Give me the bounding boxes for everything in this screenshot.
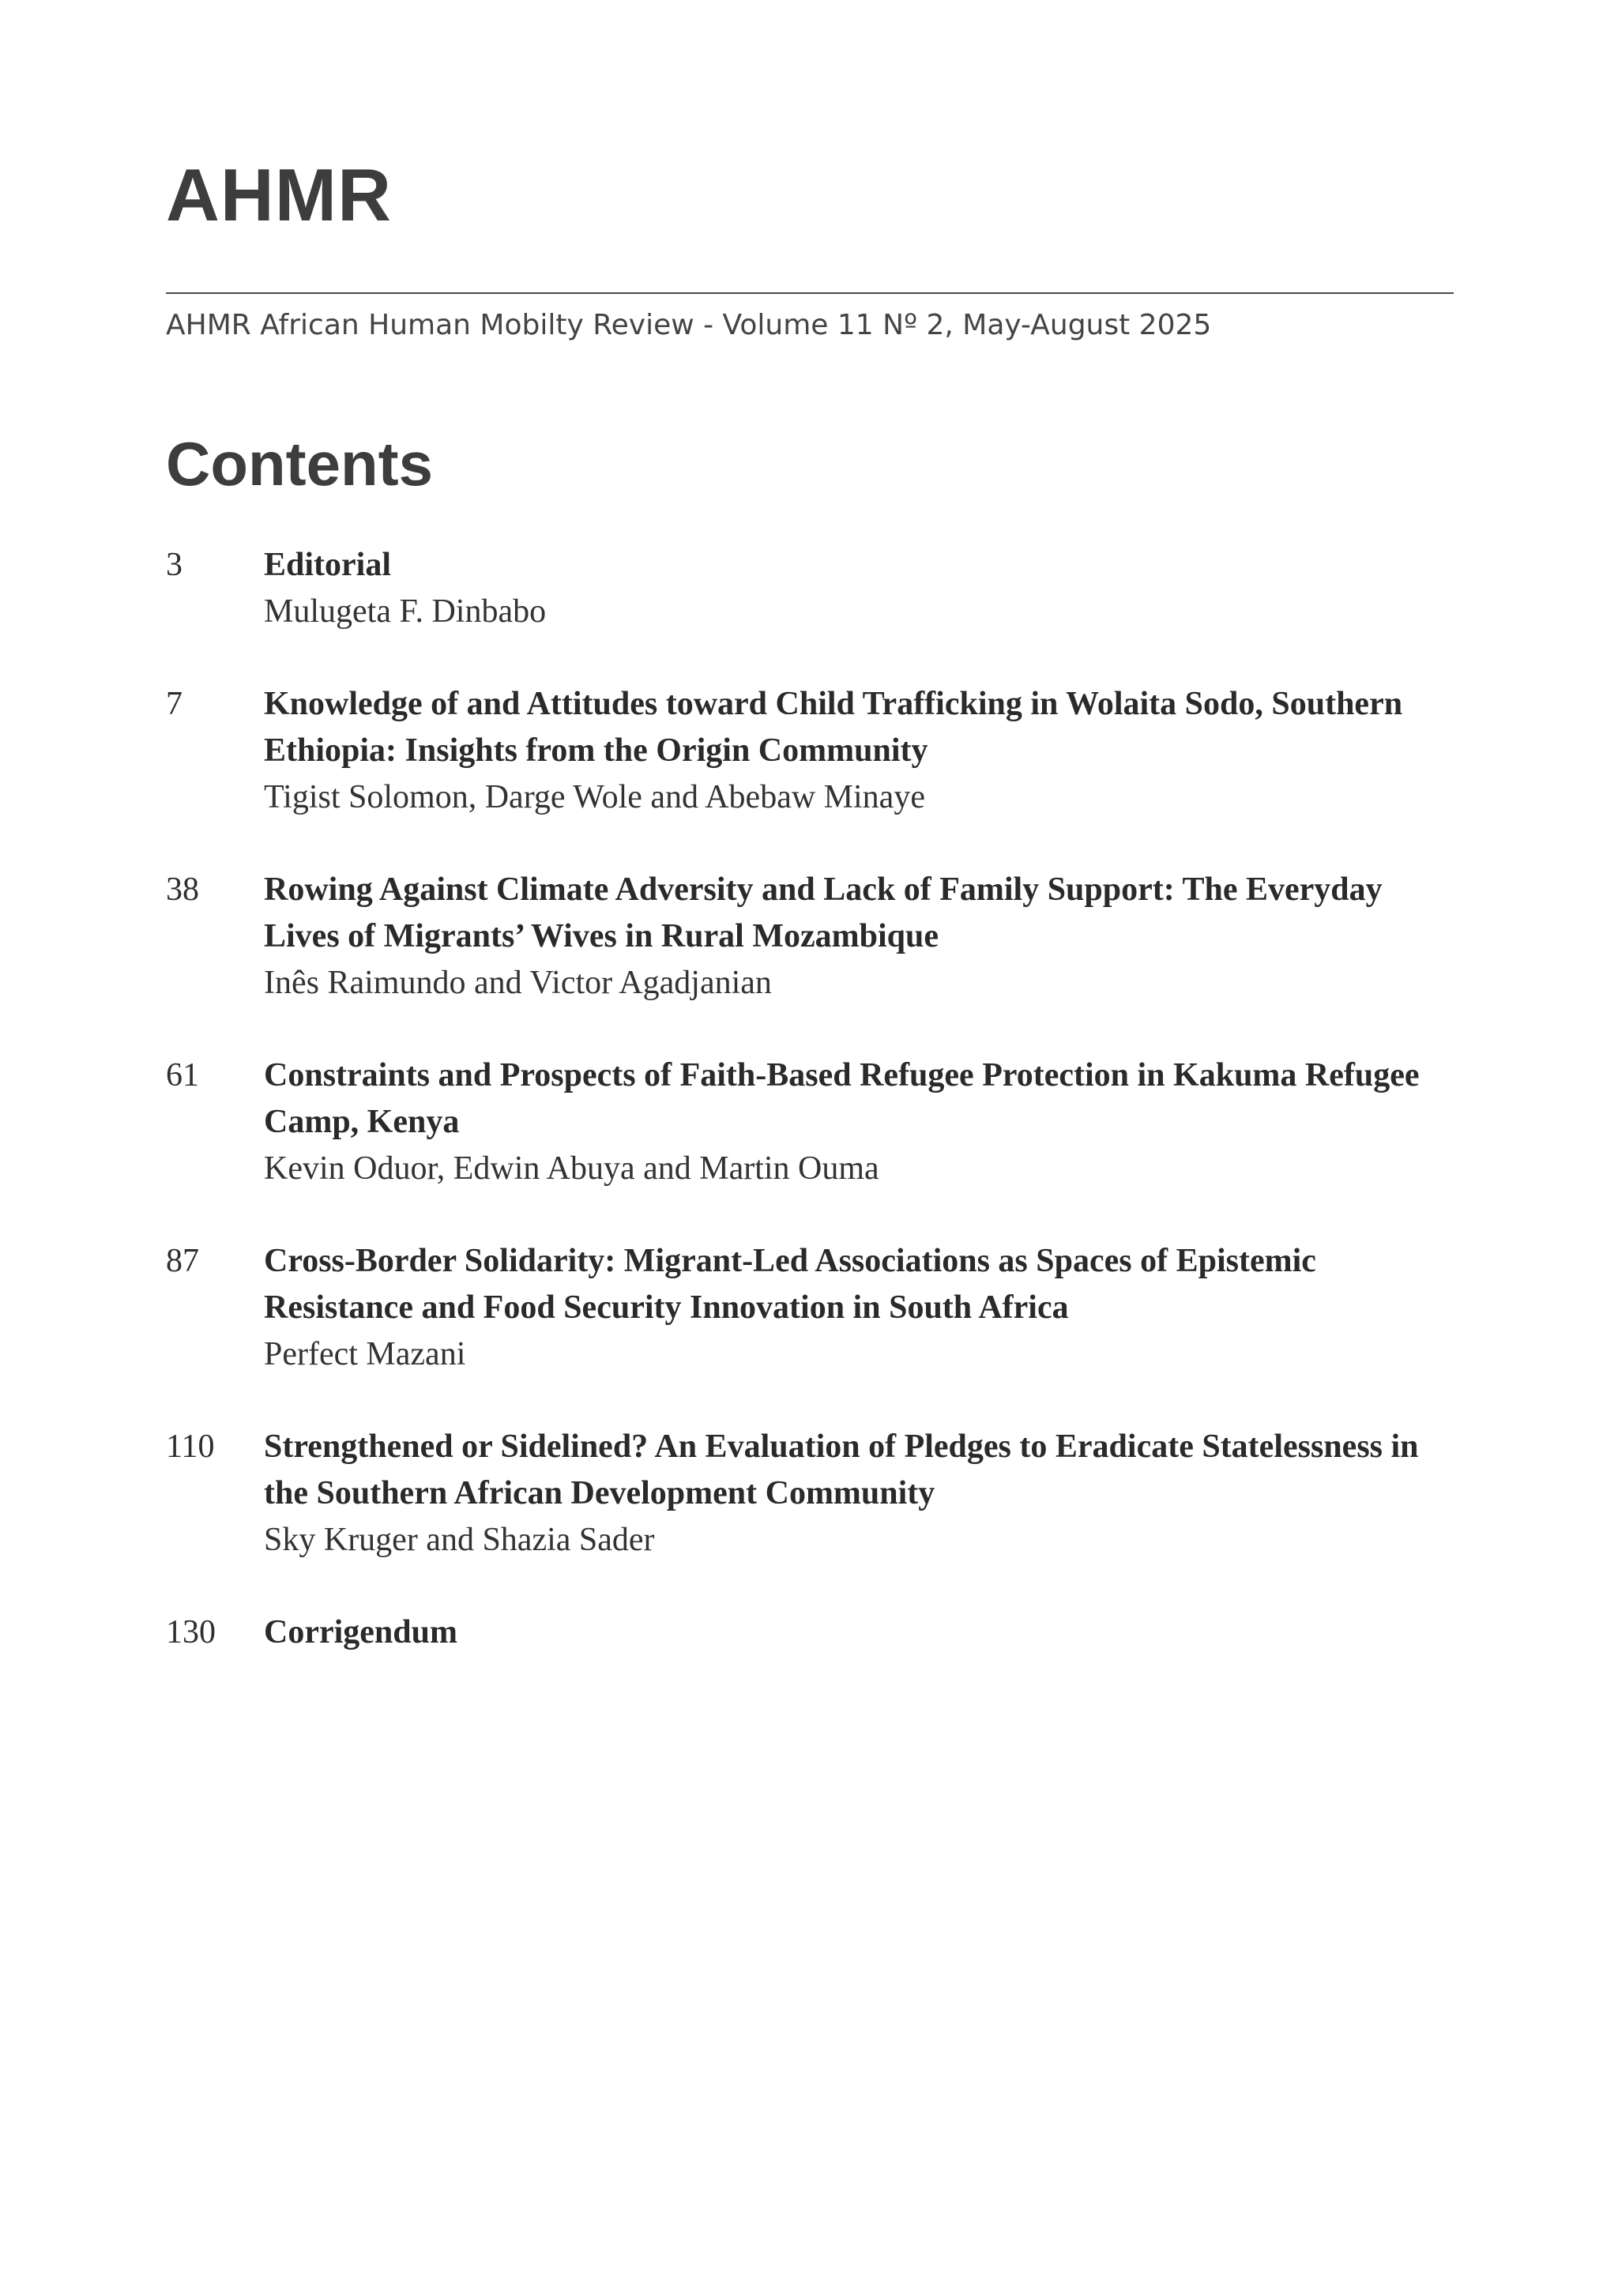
toc-authors: Sky Kruger and Shazia Sader xyxy=(264,1522,655,1558)
toc-page-number: 3 xyxy=(166,547,182,583)
toc-title: Cross-Border Solidarity: Migrant-Led Associations as Spaces of Epistemic Resistance and Food Security Innovation in South Africa xyxy=(264,1243,1316,1326)
toc-authors: Inês Raimundo and Victor Agadjanian xyxy=(264,965,772,1001)
toc-text xyxy=(264,1424,1462,1564)
toc-entry-editorial[interactable] xyxy=(166,542,1462,635)
issue-line: AHMR African Human Mobilty Review - Volume 11 Nº 2, May-August 2025 xyxy=(166,309,1212,341)
toc-title: Knowledge of and Attitudes toward Child Trafficking in Wolaita Sodo, Southern Ethiopia: Insights from the Origin Community xyxy=(264,686,1403,769)
toc-text xyxy=(264,681,1462,821)
journal-title: AHMR xyxy=(166,153,392,236)
toc-authors: Tigist Solomon, Darge Wole and Abebaw Minaye xyxy=(264,779,925,815)
toc-text xyxy=(264,867,1462,1007)
toc-title: Editorial xyxy=(264,547,392,583)
toc-page-number: 130 xyxy=(166,1614,216,1650)
toc-page-number: 7 xyxy=(166,686,182,722)
toc-authors: Perfect Mazani xyxy=(264,1336,466,1372)
toc-entry-cross-border-solidarity[interactable] xyxy=(166,1238,1462,1378)
header-divider xyxy=(166,292,1454,294)
toc-page-number: 87 xyxy=(166,1243,199,1279)
toc-title: Rowing Against Climate Adversity and Lack of Family Support: The Everyday Lives of Migrants’ Wives in Rural Mozambique xyxy=(264,871,1383,954)
toc-page-number: 38 xyxy=(166,871,199,908)
toc-page-number: 110 xyxy=(166,1428,215,1465)
toc-text xyxy=(264,1052,1462,1192)
toc-entry-faith-based-protection[interactable] xyxy=(166,1052,1462,1192)
toc-page-number: 61 xyxy=(166,1057,199,1093)
toc-entry-statelessness-pledges[interactable] xyxy=(166,1424,1462,1564)
toc-text xyxy=(264,1609,1462,1656)
toc-authors: Kevin Oduor, Edwin Abuya and Martin Ouma xyxy=(264,1150,879,1187)
table-of-contents xyxy=(166,542,1462,1702)
toc-title: Strengthened or Sidelined? An Evaluation of Pledges to Eradicate Statelessness in the Southern African Development Community xyxy=(264,1428,1419,1511)
toc-entry-rowing-against-climate[interactable] xyxy=(166,867,1462,1007)
toc-entry-corrigendum[interactable] xyxy=(166,1609,1462,1656)
toc-title: Constraints and Prospects of Faith-Based Refugee Protection in Kakuma Refugee Camp, Kenya xyxy=(264,1057,1420,1140)
toc-authors: Mulugeta F. Dinbabo xyxy=(264,593,547,630)
toc-title: Corrigendum xyxy=(264,1614,457,1650)
toc-entry-child-trafficking[interactable] xyxy=(166,681,1462,821)
contents-heading: Contents xyxy=(166,429,433,499)
toc-text xyxy=(264,542,1462,635)
toc-text xyxy=(264,1238,1462,1378)
